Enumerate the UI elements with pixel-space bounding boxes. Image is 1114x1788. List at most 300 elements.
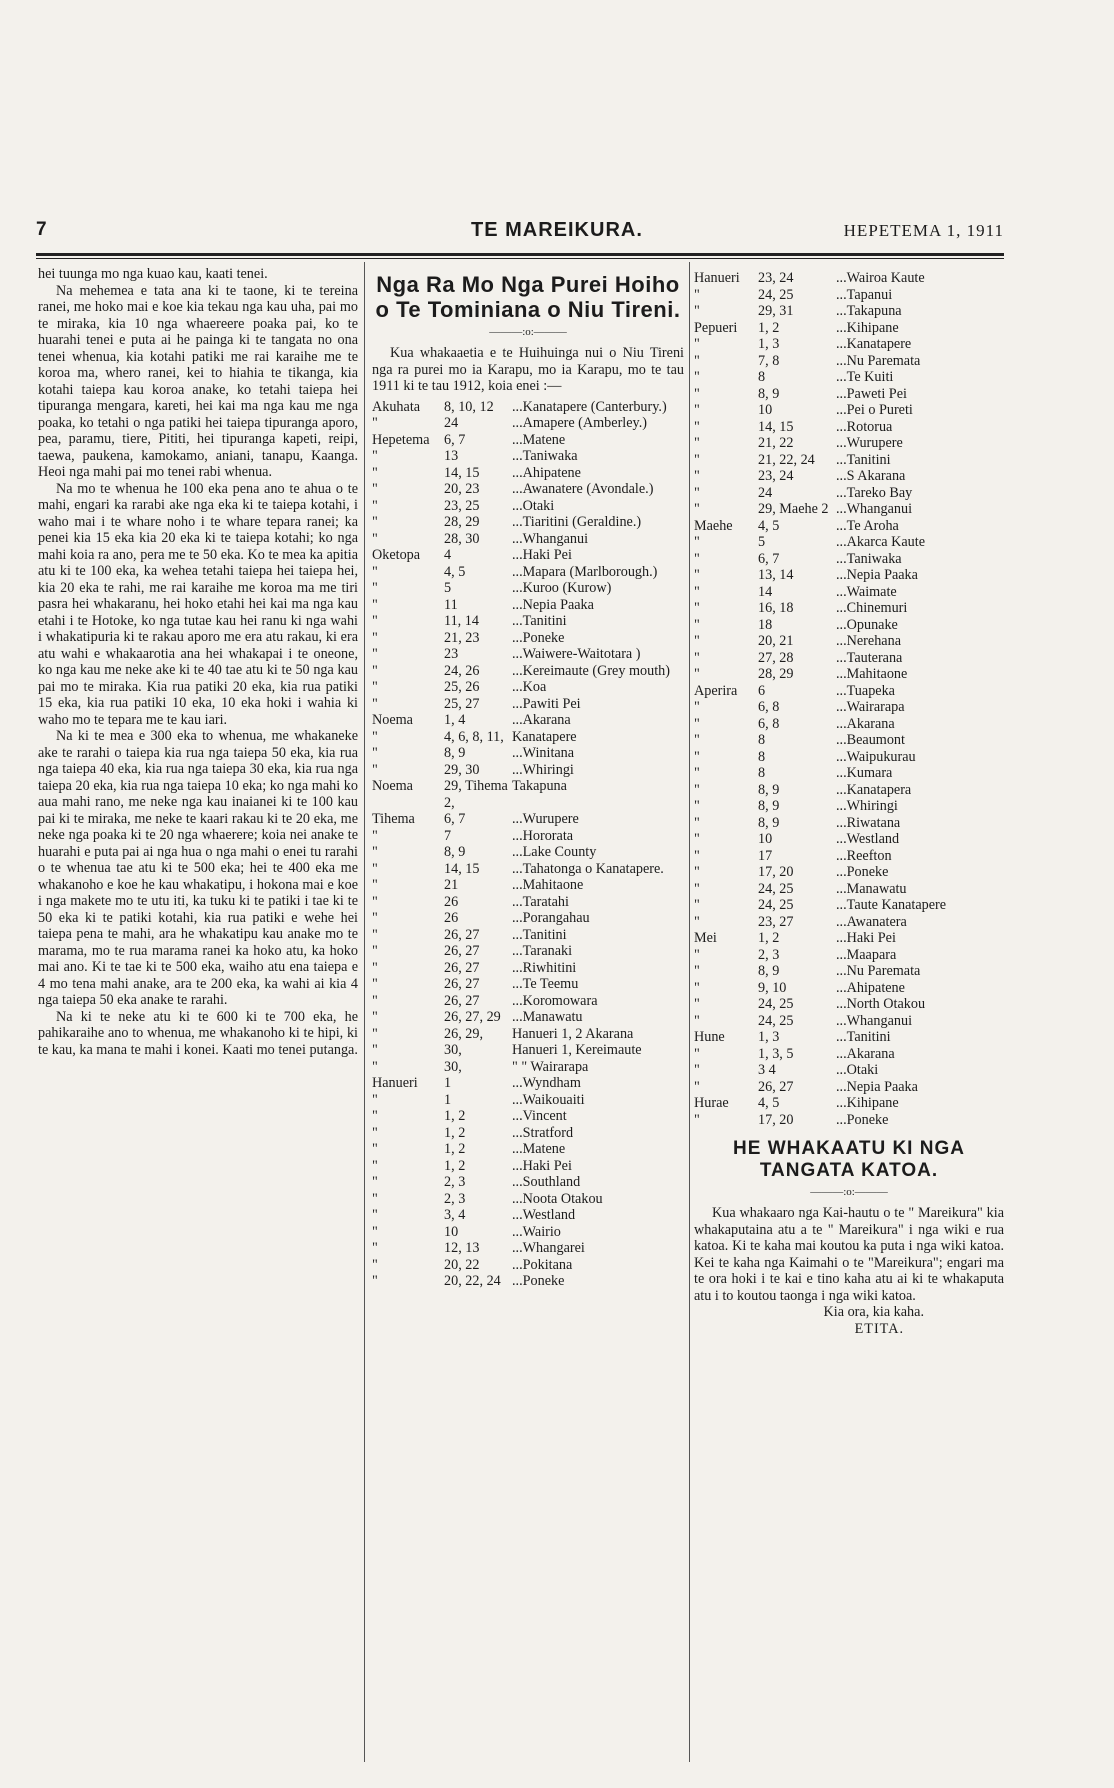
schedule-row (694, 353, 1004, 370)
schedule-days: 13, 14 (758, 567, 794, 583)
schedule-days: 8, 9 (758, 781, 780, 798)
schedule-place: ...Ahipatene (836, 979, 905, 996)
schedule-place: ...Porangahau (512, 910, 590, 926)
schedule-days: 8, 9 (758, 385, 780, 402)
schedule-row (372, 415, 684, 432)
schedule-place: ...Mapara (Marlborough.) (512, 563, 658, 580)
schedule-place: ...Mahitaone (836, 666, 908, 682)
schedule-days: 21 (444, 877, 459, 893)
schedule-place: ...Noota Otakou (512, 1190, 603, 1207)
schedule-days: 6 (758, 682, 766, 699)
schedule-days: 20, 22, 24 (444, 1273, 501, 1289)
schedule-place: ...Te Kuiti (836, 369, 894, 385)
schedule-month: " (372, 695, 378, 712)
schedule-days: 13 (444, 448, 459, 464)
schedule-days: 24, 25 (758, 996, 794, 1012)
schedule-month: " (372, 1207, 378, 1223)
schedule-month: " (372, 448, 378, 464)
schedule-row (694, 633, 1004, 650)
schedule-days: 23, 27 (758, 913, 794, 930)
schedule-days: 17 (758, 847, 773, 864)
schedule-place: ...Haki Pei (512, 547, 572, 563)
schedule-days: 9, 10 (758, 979, 787, 996)
schedule-row (694, 402, 1004, 419)
schedule-place: ...Riwhitini (512, 959, 577, 976)
schedule-place: ...Awanatere (Avondale.) (512, 481, 654, 497)
schedule-month: " (372, 1009, 378, 1025)
schedule-month: " (372, 943, 378, 959)
schedule-place: ...Vincent (512, 1108, 567, 1124)
schedule-month: " (372, 563, 378, 580)
schedule-row (372, 976, 684, 993)
schedule-month: Hanueri (372, 1075, 418, 1091)
schedule-month: Hepetema (372, 431, 430, 448)
schedule-month: " (694, 352, 700, 369)
schedule-days: 21, 23 (444, 629, 480, 646)
schedule-month: Hurae (694, 1095, 729, 1111)
schedule-days: 3, 4 (444, 1207, 466, 1223)
schedule-month: " (372, 893, 378, 910)
schedule-row (372, 828, 684, 845)
schedule-row (694, 518, 1004, 535)
schedule-month: " (372, 1091, 378, 1108)
schedule-place: ...Waimate (836, 583, 897, 600)
notice-heading: HE WHAKAATU KI NGA TANGATA KATOA. (733, 1138, 965, 1181)
schedule-row (372, 481, 684, 498)
schedule-row (694, 551, 1004, 568)
schedule-row (694, 1062, 1004, 1079)
schedule-place: ...Paweti Pei (836, 385, 907, 402)
schedule-row (372, 531, 684, 548)
schedule-row (372, 514, 684, 531)
column-divider (689, 262, 690, 1762)
schedule-days: 20, 21 (758, 633, 794, 649)
schedule-row (694, 947, 1004, 964)
schedule-heading: Nga Ra Mo Nga Purei Hoiho o Te Tominiana o Niu Tireni. (375, 272, 681, 322)
schedule-row (694, 914, 1004, 931)
schedule-month: " (372, 1190, 378, 1207)
schedule-place: ...Manawatu (836, 880, 907, 897)
schedule-month: " (372, 530, 378, 547)
schedule-month: " (372, 662, 378, 679)
schedule-days: 8, 9 (444, 844, 466, 860)
schedule-month: " (694, 781, 700, 798)
schedule-place: ...Taute Kanatapere (836, 897, 947, 913)
schedule-month: " (372, 761, 378, 778)
schedule-place: ...Akarana (836, 715, 895, 732)
schedule-place: ...Kihipane (836, 1095, 899, 1111)
schedule-row (694, 468, 1004, 485)
schedule-place: ...Taniwaka (836, 550, 902, 567)
schedule-place: ...Kuroo (Kurow) (512, 580, 612, 596)
schedule-days: 7, 8 (758, 352, 780, 369)
schedule-month: " (694, 897, 700, 913)
schedule-row (694, 699, 1004, 716)
schedule-row (694, 1046, 1004, 1063)
schedule-month: " (372, 481, 378, 497)
article-column (38, 266, 358, 1058)
schedule-row (694, 369, 1004, 386)
schedule-place: ...Te Teemu (512, 976, 579, 992)
schedule-row (694, 848, 1004, 865)
schedule-place: Hanueri 1, 2 Akarana (512, 1025, 634, 1042)
schedule-days: 11 (444, 596, 458, 613)
article-paragraph: Na mehemea e tata ana ki te taone, ki te tereina ranei, me hoko mai e koe kia tekau nga kau uha, pai mo te miraka, kia 10 nga whaereere poaka pai, ko te huarahi tenei e puta ai he painga ki te tangata no ona tenei whenua, kia kotahi patiki me rai karaihe me te koroa ma, whero ranei, kei to hiahia te tikanga, kia kotahi taiepa kau koroa anake, ko tetahi taiepa hei tipuranga mengara, kareti, hei kai ma nga kau me nga poaka, ko tetahi o nga patiki hei taiepa tipuranga aporo, pea, paramu, tiere, Pititi, hei tipuranga kapeti, reipi, taewa, paukena, kamokamo, aniani, tanapu, Kaanga. Heoi nga mahi pai mo tenei rabi whenua. (38, 282, 358, 480)
schedule-days: 1, 2 (758, 930, 780, 946)
schedule-row (694, 1013, 1004, 1030)
schedule-days: 23 (444, 646, 459, 662)
schedule-days: 26, 29, (444, 1025, 484, 1042)
schedule-place: ...Wurupere (836, 435, 903, 451)
schedule-row (372, 910, 684, 927)
schedule-month: " (694, 748, 700, 765)
schedule-place: Hanueri 1, Kereimaute (512, 1042, 642, 1058)
schedule-row (372, 1108, 684, 1125)
schedule-days: 4, 5 (758, 1095, 780, 1111)
schedule-place: Kanatapere (512, 728, 577, 745)
schedule-days: 1, 3 (758, 1029, 780, 1045)
schedule-days: 26 (444, 893, 459, 910)
schedule-month: " (694, 880, 700, 897)
schedule-month: " (372, 1042, 378, 1058)
schedule-row (694, 320, 1004, 337)
schedule-days: 1, 2 (758, 319, 780, 336)
schedule-days: 24, 25 (758, 880, 794, 897)
schedule-days: 10 (758, 831, 773, 847)
schedule-place: ...Tanitini (836, 451, 891, 468)
schedule-month: " (372, 959, 378, 976)
schedule-days: 21, 22 (758, 435, 794, 451)
schedule-row (372, 646, 684, 663)
schedule-place: ...Westland (836, 831, 900, 847)
schedule-month: " (694, 600, 700, 616)
notice-closing: Kia ora, kia kaha. (823, 1304, 924, 1320)
schedule-month: " (694, 633, 700, 649)
schedule-row (694, 1079, 1004, 1096)
schedule-place: ...Tahatonga o Kanatapere. (512, 860, 664, 877)
schedule-days: 17, 20 (758, 1111, 794, 1128)
schedule-place: ...Stratford (512, 1124, 574, 1141)
schedule-days: 1 (444, 1075, 452, 1091)
schedule-days: 4, 6, 8, 11, (444, 728, 504, 745)
schedule-place: ...Wairoa Kaute (836, 270, 925, 286)
schedule-row (372, 927, 684, 944)
schedule-month: " (372, 415, 378, 431)
schedule-place: ...Wyndham (512, 1075, 581, 1091)
schedule-row (372, 1158, 684, 1175)
schedule-month: " (694, 979, 700, 996)
schedule-row (372, 547, 684, 564)
schedule-row (372, 943, 684, 960)
schedule-days: 2, 3 (758, 946, 780, 963)
schedule-row (694, 534, 1004, 551)
schedule-days: 29, 30 (444, 761, 480, 778)
schedule-row (372, 696, 684, 713)
schedule-place: ...Riwatana (836, 814, 901, 831)
race-schedule-column-continued (694, 270, 1004, 1337)
schedule-month: " (372, 728, 378, 745)
schedule-row (694, 716, 1004, 733)
article-paragraph: hei tuunga mo nga kuao kau, kaati tenei. (38, 266, 268, 282)
article-paragraph: Na ki te neke atu ki te 600 ki te 700 eka, he pahikaraihe ano to whenua, me whakanoho ki te hipi, ki te kau, ka mana te mahi i konei. Kaati mo tenei putanga. (38, 1008, 358, 1058)
header-rule (36, 253, 1004, 256)
schedule-place: ...Taratahi (512, 893, 569, 910)
schedule-month: " (694, 732, 700, 748)
schedule-days: 25, 26 (444, 679, 480, 695)
header-rule-thin (36, 258, 1004, 259)
schedule-days: 2, 3 (444, 1174, 466, 1190)
schedule-row (694, 732, 1004, 749)
schedule-month: " (372, 497, 378, 514)
schedule-days: 1 (444, 1091, 452, 1108)
article-paragraph: Na mo te whenua he 100 eka pena ano te ahua o te mahi, engari ka rarabi ake nga eka ki te taiepa kotahi, i waho mai i te whare noho i te whare tepara ranei; ka penei kia 15 eka kia 20 eka ki te taiepa kotahi; ko nga mahi koia ra ano, pera me te 50 eka. Ko te mea ka apitia atu ki te 100 eka, ka wehea tetahi taiepa hei taiepa hei, kia 20 eka te rahi, me rai karaihe me koroa ma me tiri pasra hei whakaranu, hei hoko etahi hei kai ma nga kau etahi i te Hotoke, ko nga tutae kau hei ranu ki nga wahi i whakatipuria ki te rakau aporo me era atu rakau, ki era atu wahi e whakaarotia ana hei whakapai i te oneone, ko nga kau me neke ake ki te 40 tae atu ki te 50 nga kau pai mo te miraka. Kia rua patiki 20 eka, kia rua patiki 15 eka, kia rua patiki 10 eka, 10 eka hoki i wahia ki waho mo te tepara me te kau iari. (38, 480, 358, 728)
schedule-days: 29, 31 (758, 303, 794, 319)
schedule-place: ...Wurupere (512, 811, 579, 827)
page-header (36, 219, 1004, 245)
schedule-days: 24, 26 (444, 662, 480, 679)
schedule-place: ...Poneke (836, 864, 889, 880)
schedule-days: 23, 24 (758, 468, 794, 484)
schedule-place: ...Pawiti Pei (512, 695, 581, 712)
schedule-list (694, 270, 1004, 1128)
schedule-place: ...Otaki (836, 1062, 879, 1078)
schedule-row (694, 303, 1004, 320)
column-divider (364, 262, 365, 1762)
schedule-month: Hune (694, 1029, 725, 1045)
schedule-row (372, 1009, 684, 1026)
schedule-month: " (694, 798, 700, 814)
schedule-days: 26, 27 (444, 943, 480, 959)
schedule-month: Tihema (372, 811, 415, 827)
schedule-month: " (372, 910, 378, 926)
schedule-place: ...Ahipatene (512, 464, 581, 481)
schedule-row (372, 432, 684, 449)
schedule-month: " (372, 613, 378, 629)
schedule-row (372, 762, 684, 779)
schedule-row (372, 1042, 684, 1059)
schedule-month: " (372, 1108, 378, 1124)
schedule-place: ...Chinemuri (836, 600, 908, 616)
schedule-row (372, 663, 684, 680)
race-schedule-column (372, 272, 684, 1290)
schedule-days: 14, 15 (758, 418, 794, 435)
schedule-month: Maehe (694, 517, 733, 534)
schedule-month: " (694, 1111, 700, 1128)
schedule-row (372, 1240, 684, 1257)
schedule-row (372, 1092, 684, 1109)
schedule-row (372, 1174, 684, 1191)
schedule-place: ...Nu Paremata (836, 963, 921, 979)
schedule-days: 5 (758, 534, 766, 550)
schedule-days: 24, 25 (758, 1012, 794, 1029)
schedule-row (372, 1257, 684, 1274)
schedule-month: " (372, 646, 378, 662)
schedule-days: 26, 27, 29 (444, 1009, 501, 1025)
schedule-place: ...Haki Pei (512, 1157, 572, 1174)
schedule-row (694, 584, 1004, 601)
schedule-row (372, 597, 684, 614)
separator: ———:o:——— (489, 326, 567, 338)
schedule-days: 2, 3 (444, 1190, 466, 1207)
schedule-month: " (694, 765, 700, 781)
schedule-row (372, 844, 684, 861)
schedule-month: " (694, 583, 700, 600)
schedule-month: " (694, 1012, 700, 1029)
schedule-month: " (694, 715, 700, 732)
schedule-row (694, 567, 1004, 584)
schedule-month: " (694, 847, 700, 864)
schedule-row (372, 877, 684, 894)
schedule-place: ...North Otakou (836, 996, 926, 1012)
schedule-month: " (694, 369, 700, 385)
schedule-place: ...Akarana (512, 712, 571, 728)
schedule-place: ...Akarca Kaute (836, 534, 926, 550)
schedule-month: " (372, 679, 378, 695)
schedule-days: 26, 27 (758, 1078, 794, 1095)
schedule-days: 8 (758, 369, 766, 385)
schedule-days: 27, 28 (758, 649, 794, 666)
schedule-place: ...Kereimaute (Grey mouth) (512, 662, 670, 679)
schedule-row (694, 600, 1004, 617)
schedule-month: " (372, 1223, 378, 1240)
schedule-days: 6, 7 (444, 811, 466, 827)
schedule-month: " (694, 913, 700, 930)
schedule-place: ...Opunake (836, 616, 898, 633)
schedule-row (694, 798, 1004, 815)
schedule-days: 21, 22, 24 (758, 451, 815, 468)
page-number: 7 (36, 219, 47, 240)
schedule-month: " (694, 666, 700, 682)
schedule-place: ...Hororata (512, 827, 574, 844)
schedule-month: " (694, 1062, 700, 1078)
schedule-place: ...Pei o Pureti (836, 402, 913, 418)
schedule-row (372, 993, 684, 1010)
schedule-days: 1, 2 (444, 1124, 466, 1141)
schedule-row (694, 831, 1004, 848)
schedule-row (372, 580, 684, 597)
schedule-month: Hanueri (694, 270, 740, 286)
schedule-place: ...Kanatapere (836, 336, 912, 352)
schedule-days: 7 (444, 827, 452, 844)
schedule-row (694, 1029, 1004, 1046)
schedule-days: 20, 23 (444, 481, 480, 497)
schedule-days: 26 (444, 910, 459, 926)
schedule-place: ...Southland (512, 1174, 581, 1190)
schedule-month: " (694, 435, 700, 451)
schedule-row (372, 811, 684, 828)
schedule-days: 6, 8 (758, 715, 780, 732)
schedule-month: " (372, 1058, 378, 1075)
schedule-month: " (694, 963, 700, 979)
schedule-row (694, 287, 1004, 304)
schedule-days: 30, (444, 1042, 462, 1058)
schedule-days: 24 (758, 484, 773, 501)
schedule-place: ...Whangarei (512, 1240, 585, 1256)
schedule-month: " (694, 402, 700, 418)
schedule-place: ...Kihipane (836, 319, 899, 336)
schedule-days: 3 4 (758, 1062, 776, 1078)
schedule-place: ...Whiringi (512, 761, 574, 778)
schedule-days: 1, 4 (444, 712, 466, 728)
schedule-days: 24, 25 (758, 286, 794, 303)
schedule-row (694, 897, 1004, 914)
schedule-month: " (372, 926, 378, 943)
schedule-place: ...Westland (512, 1207, 576, 1223)
schedule-month: Oketopa (372, 547, 421, 563)
schedule-days: 1, 2 (444, 1157, 466, 1174)
schedule-month: Akuhata (372, 398, 421, 415)
schedule-intro: Kua whakaaetia e te Huihuinga nui o Niu Tireni nga ra purei mo ia Karapu, mo ia Karapu, mo te tau 1911 ki te tau 1912, koia enei :— (372, 345, 684, 394)
schedule-month: Mei (694, 930, 717, 946)
schedule-place: ...Amapere (Amberley.) (512, 415, 647, 431)
schedule-days: 20, 22 (444, 1256, 480, 1273)
schedule-row (694, 650, 1004, 667)
schedule-row (694, 683, 1004, 700)
schedule-place: ...Akarana (836, 1045, 895, 1062)
schedule-row (694, 501, 1004, 518)
schedule-days: 8, 9 (444, 745, 466, 761)
schedule-days: 28, 29 (444, 514, 480, 530)
schedule-days: 1, 2 (444, 1108, 466, 1124)
notice-section (694, 1138, 1004, 1337)
schedule-days: 1, 2 (444, 1141, 466, 1157)
schedule-row (372, 613, 684, 630)
schedule-month: " (694, 418, 700, 435)
schedule-row (372, 1224, 684, 1241)
separator: ———:o:——— (810, 1186, 888, 1198)
schedule-row (694, 336, 1004, 353)
schedule-row (694, 270, 1004, 287)
schedule-row (372, 1207, 684, 1224)
schedule-row (694, 617, 1004, 634)
schedule-month: " (694, 996, 700, 1012)
schedule-place: ...Matene (512, 431, 566, 448)
notice-signature: ETITA. (854, 1320, 904, 1337)
schedule-row (694, 980, 1004, 997)
schedule-days: 29, Tihema 2, (444, 778, 508, 811)
schedule-month: " (694, 699, 700, 715)
schedule-month: Pepueri (694, 319, 738, 336)
schedule-month: Aperira (694, 682, 738, 699)
schedule-row (372, 861, 684, 878)
schedule-days: 4, 5 (758, 517, 780, 534)
schedule-place: ...Whanganui (512, 530, 589, 547)
schedule-place: ...Rotorua (836, 418, 893, 435)
paper-title: TE MAREIKURA. (471, 219, 643, 241)
schedule-place: ...Kanatapera (836, 781, 912, 798)
schedule-days: 16, 18 (758, 600, 794, 616)
schedule-row (372, 894, 684, 911)
schedule-row (372, 1273, 684, 1290)
schedule-place: ...Poneke (512, 629, 565, 646)
schedule-month: " (372, 1174, 378, 1190)
schedule-days: 26, 27 (444, 992, 480, 1009)
schedule-row (694, 782, 1004, 799)
schedule-place: ...Tanitini (512, 613, 567, 629)
schedule-place: ...Waipukurau (836, 748, 916, 765)
schedule-month: " (694, 616, 700, 633)
schedule-days: 24, 25 (758, 897, 794, 913)
schedule-month: " (372, 1025, 378, 1042)
schedule-place: ...Maapara (836, 946, 897, 963)
schedule-row (372, 1026, 684, 1043)
schedule-days: 5 (444, 580, 452, 596)
schedule-row (694, 485, 1004, 502)
schedule-month: " (694, 468, 700, 484)
schedule-place: ...Tapanui (836, 286, 893, 303)
schedule-place: ...Te Aroha (836, 517, 899, 534)
schedule-row (372, 498, 684, 515)
